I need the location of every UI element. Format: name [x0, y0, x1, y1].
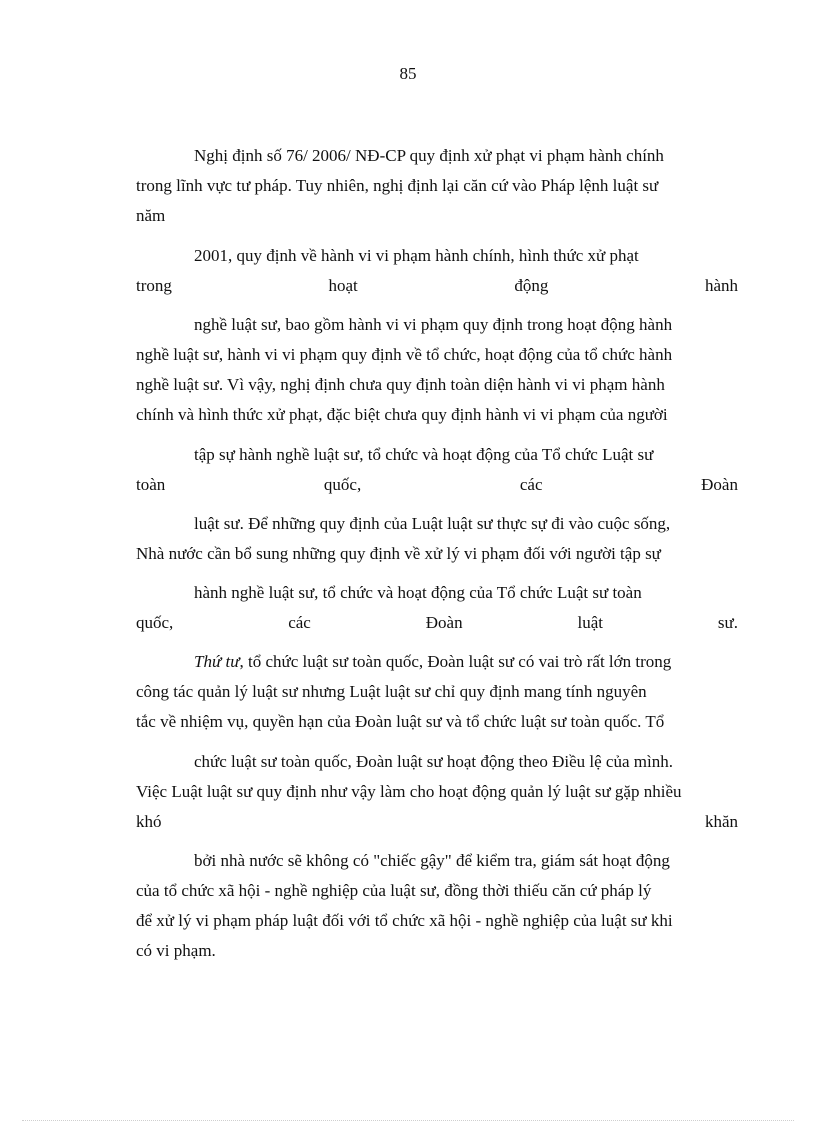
page-bottom-rule [22, 1120, 794, 1121]
text-line: tập sự hành nghề luật sư, tổ chức và hoạt động của Tổ chức Luật sư [194, 445, 654, 464]
text-line: tắc về nhiệm vụ, quyền hạn của Đoàn luật sư và tổ chức luật sư toàn quốc. Tổ [136, 712, 665, 731]
text-run: , tổ chức luật sư toàn quốc, Đoàn luật sư có vai trò rất lớn trong [239, 652, 672, 671]
word: các [288, 613, 311, 632]
text-line: nghề luật sư. Vì vậy, nghị định chưa quy định toàn diện hành vi vi phạm hành [136, 375, 665, 394]
text-line: 2001, quy định về hành vi vi phạm hành chính, hình thức xử phạt [194, 246, 639, 265]
text-line: trong lĩnh vực tư pháp. Tuy nhiên, nghị định lại căn cứ vào Pháp lệnh luật sư [136, 176, 659, 195]
word: hành [704, 276, 738, 295]
text-line: năm [136, 206, 166, 225]
italic-lead: Thứ tư [194, 652, 240, 671]
word: luật [577, 613, 603, 632]
text-line-justified [136, 276, 738, 296]
text-line: chức luật sư toàn quốc, Đoàn luật sư hoạt động theo Điều lệ của mình. [194, 752, 673, 771]
text-line: công tác quản lý luật sư nhưng Luật luật sư chỉ quy định mang tính nguyên [136, 682, 647, 701]
text-line: nghề luật sư, bao gồm hành vi vi phạm quy định trong hoạt động hành [194, 315, 673, 334]
text-line: để xử lý vi phạm pháp luật đối với tổ chức xã hội - nghề nghiệp của luật sư khi [136, 911, 673, 930]
text-line: của tổ chức xã hội - nghề nghiệp của luật sư, đồng thời thiếu căn cứ pháp lý [136, 881, 652, 900]
text-line-justified [136, 812, 738, 832]
text-line: bởi nhà nước sẽ không có "chiếc gậy" để kiểm tra, giám sát hoạt động [194, 851, 670, 870]
text-line-justified [136, 475, 738, 495]
word: hoạt [328, 276, 358, 295]
word: sư. [717, 613, 738, 632]
word: Đoàn [701, 475, 738, 494]
text-line: Việc Luật luật sư quy định như vậy làm cho hoạt động quản lý luật sư gặp nhiều [136, 782, 682, 801]
text-line: có vi phạm. [136, 941, 216, 960]
text-line-justified [136, 613, 738, 633]
word: quốc, [136, 613, 174, 632]
word: khăn [704, 812, 738, 831]
word: Đoàn [425, 613, 463, 632]
word: các [519, 475, 543, 494]
word: toàn [136, 475, 166, 494]
text-line: hành nghề luật sư, tổ chức và hoạt động của Tổ chức Luật sư toàn [194, 583, 642, 602]
word: trong [136, 276, 172, 295]
word: quốc, [323, 475, 362, 494]
text-line: Nhà nước cần bổ sung những quy định về xử lý vi phạm đối với người tập sự [136, 544, 661, 563]
text-line: chính và hình thức xử phạt, đặc biệt chưa quy định hành vi vi phạm của người [136, 405, 668, 424]
text-line: luật sư. Để những quy định của Luật luật sư thực sự đi vào cuộc sống, [194, 514, 671, 533]
page-number: 85 [399, 64, 417, 83]
text-line: Nghị định số 76/ 2006/ NĐ-CP quy định xử phạt vi phạm hành chính [194, 146, 664, 165]
text-line [194, 652, 738, 672]
text-line: nghề luật sư, hành vi vi phạm quy định về tổ chức, hoạt động của tổ chức hành [136, 345, 673, 364]
word: động [514, 276, 549, 295]
word: khó [136, 812, 162, 831]
